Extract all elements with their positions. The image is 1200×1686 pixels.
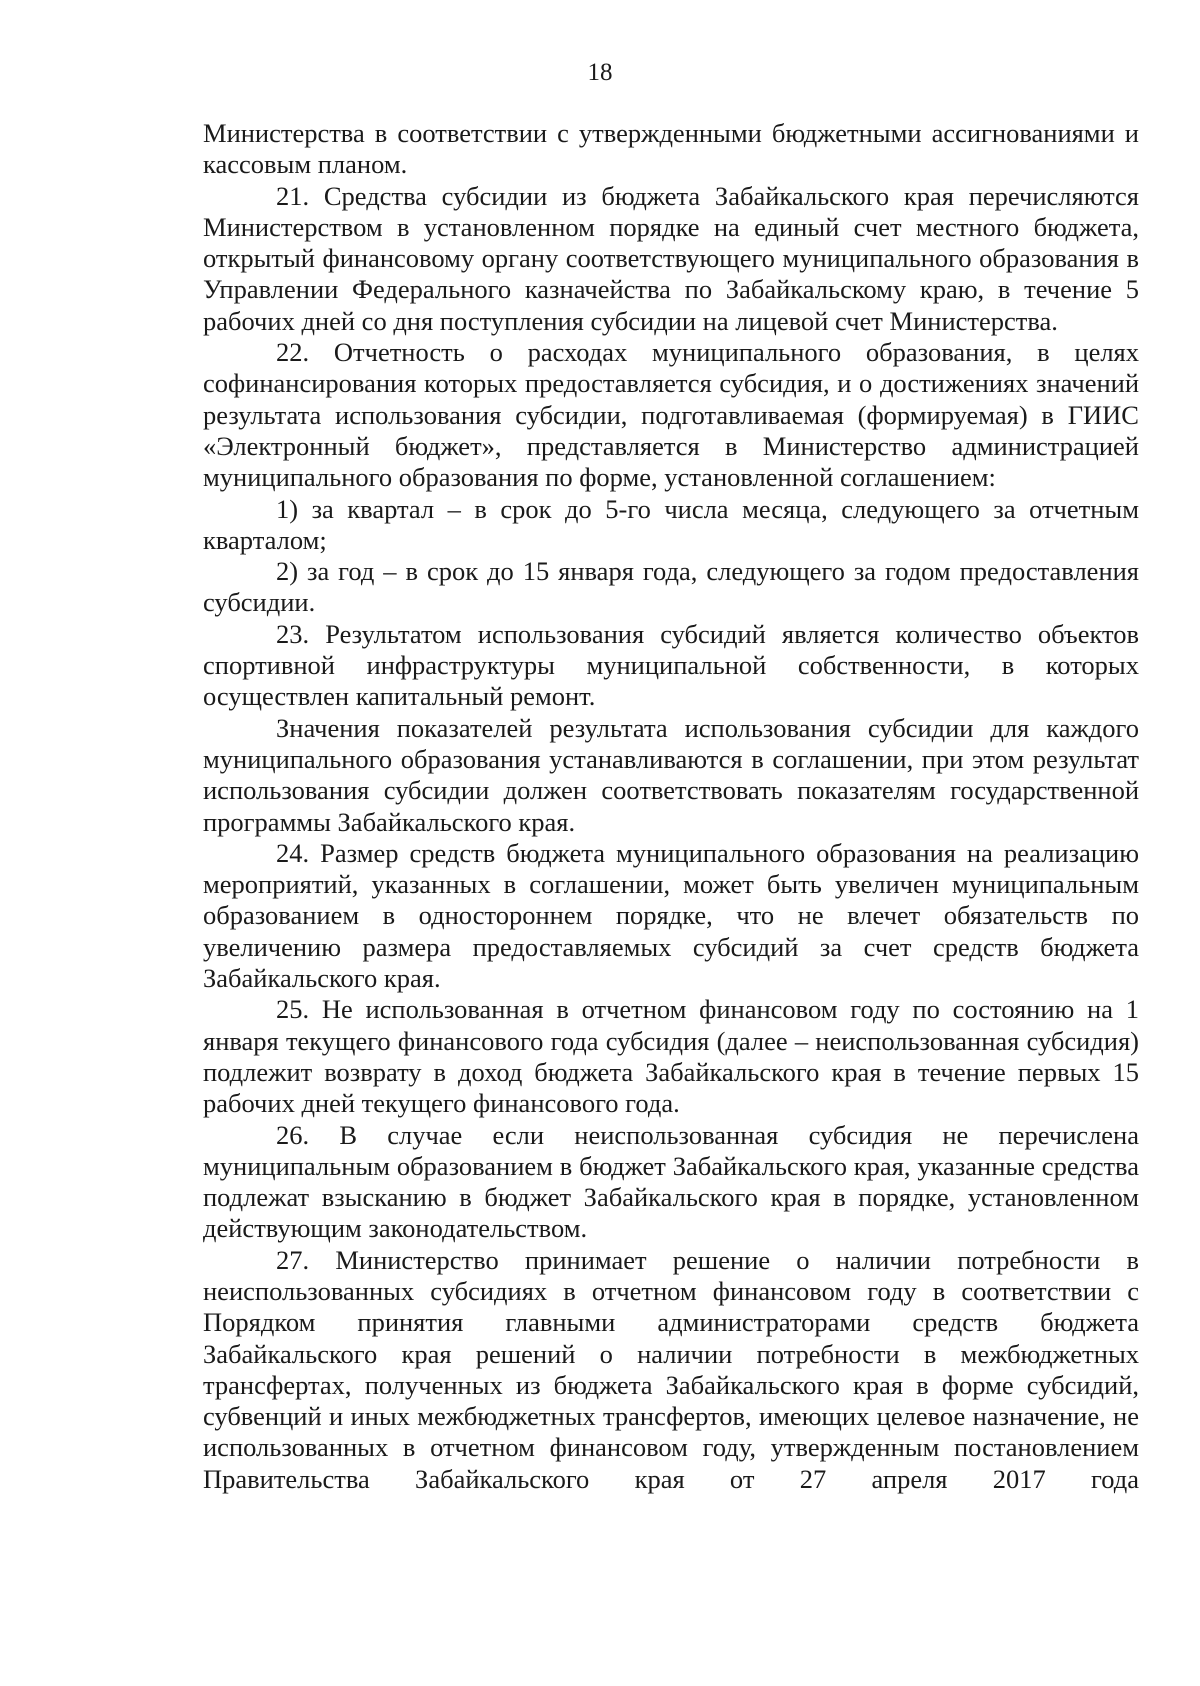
paragraph-25: 25. Не использованная в отчетном финансовом году по состоянию на 1 января текущего финансового года субсидия (далее – неиспользованная субсидия) подлежит возврату в доход бюджета Забайкальского края в течение первых 15 рабочих дней текущего финансового года. xyxy=(203,994,1139,1119)
paragraph-23: 23. Результатом использования субсидий является количество объектов спортивной инфраструктуры муниципальной собственности, в которых осуществлен капитальный ремонт. xyxy=(203,618,1139,712)
paragraph-22-item-2: 2) за год – в срок до 15 января года, следующего за годом предоставления субсидии. xyxy=(203,556,1139,618)
page-number: 18 xyxy=(587,59,613,86)
paragraph-24: 24. Размер средств бюджета муниципального образования на реализацию мероприятий, указанных в соглашении, может быть увеличен муниципальным образованием в одностороннем порядке, что не влечет обязательств по увеличению размера предоставляемых субсидий за счет средств бюджета Забайкальского края. xyxy=(203,837,1139,994)
paragraph-22: 22. Отчетность о расходах муниципального образования, в целях софинансирования которых предоставляется субсидия, и о достижениях значений результата использования субсидии, подготавливаемая (формируемая) в ГИИС «Электронный бюджет», представляется в Министерство администрацией муниципального образования по форме, установленной соглашением: xyxy=(203,337,1139,493)
paragraph-23-values: Значения показателей результата использования субсидии для каждого муниципального образования устанавливаются в соглашении, при этом результат использования субсидии должен соответствовать показателям государственной программы Забайкальского края. xyxy=(203,712,1139,837)
paragraph-26: 26. В случае если неиспользованная субсидия не перечислена муниципальным образованием в бюджет Забайкальского края, указанные средства подлежат взысканию в бюджет Забайкальского края в порядке, установленном действующим законодательством. xyxy=(203,1119,1139,1244)
document-body xyxy=(203,118,1139,1495)
paragraph-intro: Министерства в соответствии с утвержденными бюджетными ассигнованиями и кассовым планом. xyxy=(203,118,1139,180)
paragraph-21: 21. Средства субсидии из бюджета Забайкальского края перечисляются Министерством в установленном порядке на единый счет местного бюджета, открытый финансовому органу соответствующего муниципального образования в Управлении Федерального казначейства по Забайкальскому краю, в течение 5 рабочих дней со дня поступления субсидии на лицевой счет Министерства. xyxy=(203,180,1139,336)
paragraph-22-item-1: 1) за квартал – в срок до 5-го числа месяца, следующего за отчетным кварталом; xyxy=(203,493,1139,555)
paragraph-27: 27. Министерство принимает решение о наличии потребности в неиспользованных субсидиях в отчетном финансовом году в соответствии с Порядком принятия главными администраторами средств бюджета Забайкальского края решений о наличии потребности в межбюджетных трансфертах, полученных из бюджета Забайкальского края в форме субсидий, субвенций и иных межбюджетных трансфертов, имеющих целевое назначение, не использованных в отчетном финансовом году, утвержденным постановлением Правительства Забайкальского края от 27 апреля 2017 года xyxy=(203,1244,1139,1494)
